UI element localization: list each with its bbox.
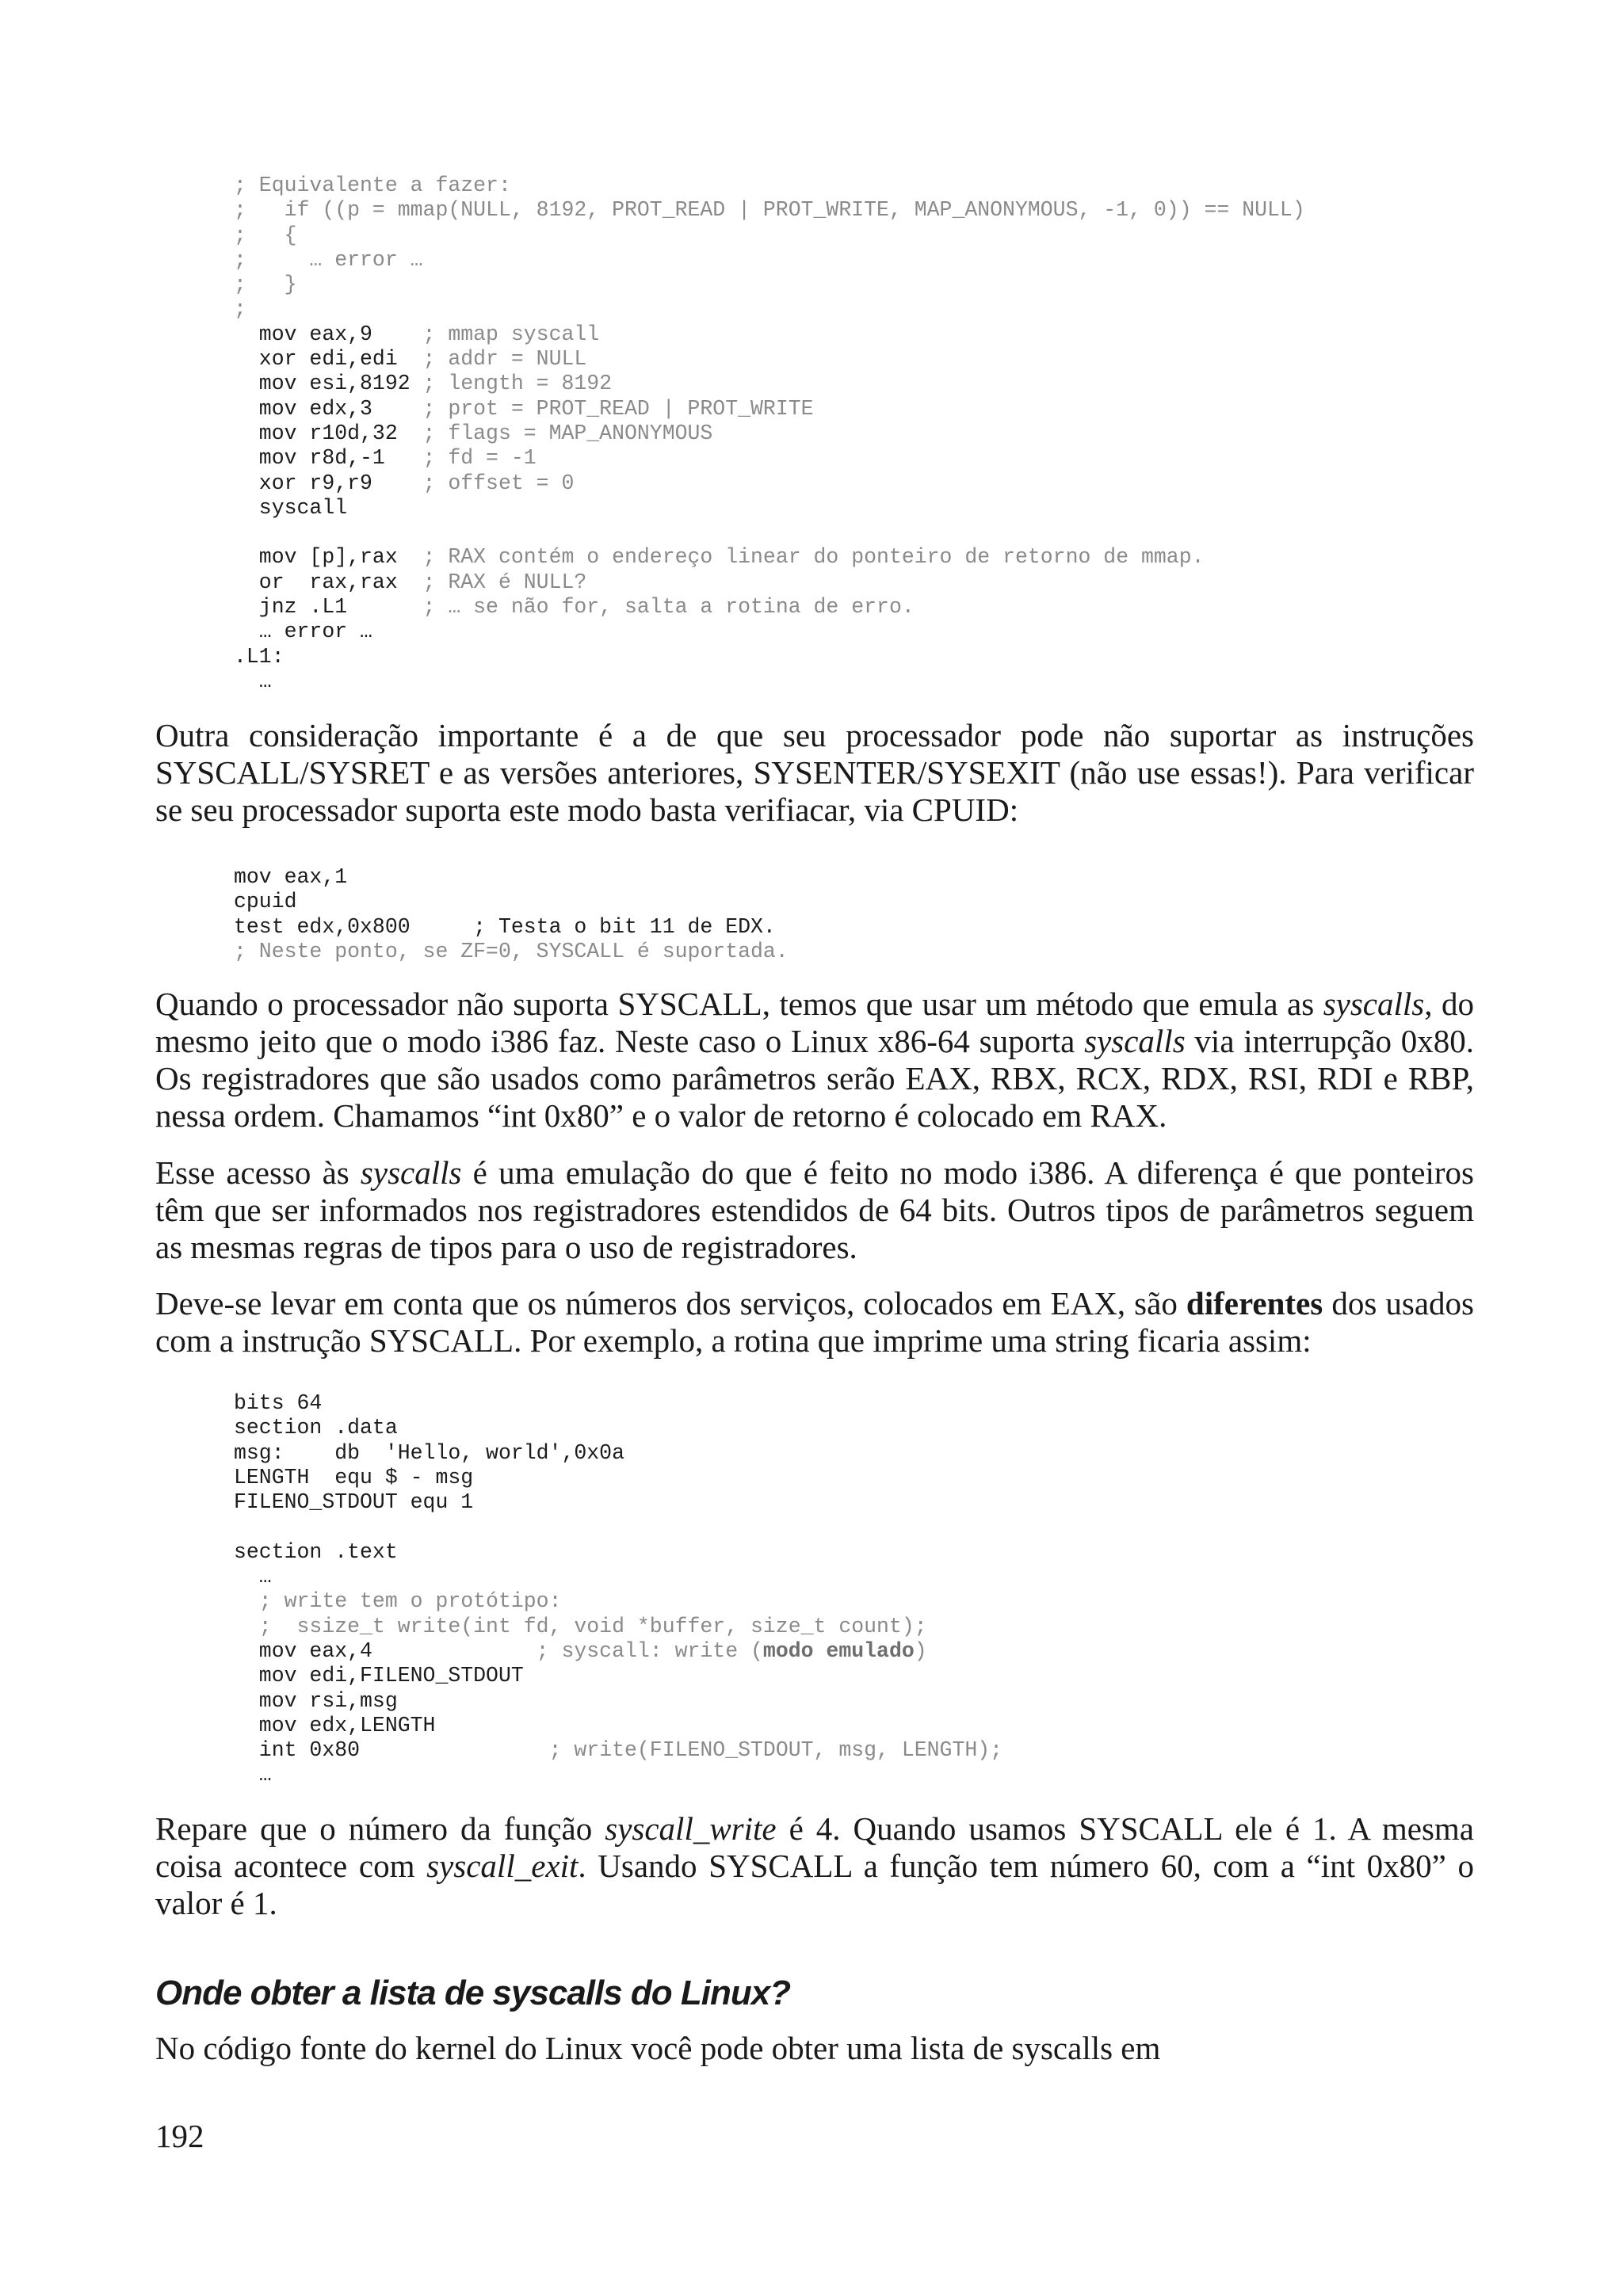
code-text: syscall [234, 495, 348, 520]
text-span: . Usando SYSCALL a função tem número 60, com a “int 0x80” o valor é 1. [155, 1848, 1474, 1921]
code-text: … error … [234, 620, 372, 644]
code-line [234, 347, 1305, 372]
code-line [234, 645, 1305, 669]
code-line [234, 496, 1305, 521]
code-comment: ; fd = -1 [422, 446, 537, 471]
code-line [234, 198, 1305, 223]
code-comment: ; … se não for, salta a rotina de erro. [422, 595, 915, 620]
code-comment: ; length = 8192 [422, 372, 613, 396]
paragraph-syscall-support: Outra consideração importante é a de que seu processador pode não suportar as instruções SYSCALL/SYSRET e as versões anteriores, SYSENTER/SYSEXIT (não use essas!). Para verificar se seu processador suporta este modo basta verifiacar, via CPUID: [155, 717, 1474, 828]
paragraph-kernel-source: No código fonte do kernel do Linux você pode obter uma lista de syscalls em [155, 2030, 1161, 2066]
code-line [234, 1689, 1002, 1714]
code-line [234, 1515, 1002, 1539]
code-line [234, 421, 1305, 446]
text-span: , do mesmo jeito que o modo i386 faz. Neste caso o Linux x86-64 suporta [155, 986, 1474, 1059]
code-text: mov eax,1 [234, 865, 348, 889]
text-span: via interrupção 0x80. Os registradores que são usados como parâmetros serão EAX, RBX, RCX, RDX, RSI, RDI e RBP, nessa ordem. Chamamos “int 0x80” e o valor de retorno é colocado em RAX. [155, 1023, 1474, 1134]
code-text: msg: db 'Hello, world',0x0a [234, 1440, 624, 1465]
code-line [234, 865, 789, 890]
code-text: xor edi,edi [234, 347, 423, 372]
code-line [234, 1589, 1002, 1614]
code-line [234, 1738, 1002, 1763]
code-block-hello-world [234, 1391, 1002, 1788]
text-span: é uma emulação do que é feito no modo i386. A diferença é que ponteiros têm que ser informados nos registradores estendidos de 64 bits. Outros tipos de parâmetros seguem as mesmas regras de tipos para o uso de registradores. [155, 1154, 1474, 1265]
code-text: test edx,0x800 ; Testa o bit 11 de EDX. [234, 914, 776, 939]
emphasis-syscall-exit: syscall_exit [426, 1848, 579, 1884]
text-span: é 4. Quando usamos SYSCALL ele é 1. A mesma coisa acontece com [155, 1810, 1474, 1884]
code-line [234, 1490, 1002, 1515]
code-text: section .text [234, 1539, 398, 1564]
code-comment: ; ssize_t write(int fd, void *buffer, size_t count); [234, 1614, 927, 1638]
code-comment: ; RAX é NULL? [422, 570, 587, 594]
code-text: LENGTH equ $ - msg [234, 1465, 474, 1489]
code-text: .L1: [234, 644, 285, 669]
code-line [234, 397, 1305, 421]
code-comment: ; [234, 297, 246, 322]
section-heading: Onde obter a lista de syscalls do Linux? [155, 1974, 791, 2012]
code-line [234, 1615, 1002, 1639]
code-line [234, 223, 1305, 248]
code-comment: ; Equivalente a fazer: [234, 174, 511, 197]
code-line [234, 322, 1305, 347]
code-comment: ; prot = PROT_READ | PROT_WRITE [422, 396, 814, 421]
code-line [234, 545, 1305, 570]
code-text: … [234, 669, 272, 693]
code-line [234, 1391, 1002, 1416]
code-comment: ; Neste ponto, se ZF=0, SYSCALL é suportada. [234, 939, 789, 963]
code-line [234, 1441, 1002, 1466]
code-text: mov edi,FILENO_STDOUT [234, 1664, 524, 1688]
paragraph-syscall-access [155, 1154, 1474, 1266]
code-text: mov esi,8192 [234, 372, 423, 396]
code-comment: ; … error … [234, 247, 423, 272]
code-comment: ; { [234, 223, 297, 247]
code-text: FILENO_STDOUT equ 1 [234, 1490, 474, 1515]
paragraph-syscall-emulation [155, 986, 1474, 1135]
code-comment: ) [914, 1638, 927, 1663]
code-text: mov edx,LENGTH [234, 1713, 436, 1737]
code-comment: ; write(FILENO_STDOUT, msg, LENGTH); [548, 1738, 1003, 1763]
code-line [234, 471, 1305, 496]
code-comment: ; mmap syscall [422, 322, 600, 346]
code-text: mov rsi,msg [234, 1688, 398, 1713]
code-text: xor r9,r9 [234, 471, 423, 495]
code-line [234, 1565, 1002, 1589]
code-line [234, 1714, 1002, 1738]
code-text: mov eax,9 [234, 322, 423, 346]
code-comment: ; RAX contém o endereço linear do ponteiro de retorno de mmap. [422, 545, 1205, 570]
emphasis-syscalls: syscalls [1323, 986, 1425, 1022]
code-line [234, 273, 1305, 297]
code-line [234, 890, 789, 914]
code-line [234, 1540, 1002, 1565]
code-comment: ; flags = MAP_ANONYMOUS [422, 421, 713, 445]
text-span: Quando o processador não suporta SYSCALL, temos que usar um método que emula as [155, 986, 1323, 1022]
page-number: 192 [155, 2118, 204, 2154]
code-line [234, 915, 789, 940]
code-line [234, 1639, 1002, 1664]
code-comment: ; write tem o protótipo: [234, 1589, 562, 1614]
code-comment: ; } [234, 273, 297, 297]
code-line [234, 1416, 1002, 1440]
code-block-mmap [234, 174, 1305, 694]
code-line [234, 1763, 1002, 1787]
text-span: Repare que o número da função [155, 1810, 605, 1847]
code-text: … [234, 1763, 272, 1787]
code-text: mov r10d,32 [234, 421, 423, 445]
code-line [234, 1466, 1002, 1490]
code-line [234, 669, 1305, 694]
paragraph-service-numbers [155, 1285, 1474, 1360]
code-comment: ; offset = 0 [422, 471, 575, 495]
code-text: jnz .L1 [234, 595, 423, 620]
emphasis-syscalls: syscalls [360, 1154, 462, 1191]
code-comment: ; addr = NULL [422, 347, 587, 372]
code-text: mov [p],rax [234, 545, 423, 570]
code-comment: ; syscall: write ( [536, 1638, 763, 1663]
strong-diferentes: diferentes [1186, 1285, 1323, 1322]
emphasis-syscalls: syscalls [1084, 1023, 1186, 1059]
paragraph-function-numbers [155, 1810, 1474, 1922]
code-text: section .data [234, 1416, 398, 1440]
code-line [234, 595, 1305, 620]
text-span: Esse acesso às [155, 1154, 361, 1191]
code-line [234, 297, 1305, 322]
code-line [234, 521, 1305, 545]
code-line [234, 174, 1305, 198]
code-text: mov r8d,-1 [234, 446, 423, 471]
code-line [234, 248, 1305, 273]
code-text: mov eax,4 [234, 1638, 537, 1663]
code-line [234, 1664, 1002, 1688]
code-text: int 0x80 [234, 1738, 549, 1763]
code-line [234, 940, 789, 964]
code-line [234, 372, 1305, 396]
text-span: Deve-se levar em conta que os números dos serviços, colocados em EAX, são [155, 1285, 1186, 1322]
code-text: or rax,rax [234, 570, 423, 594]
code-comment: modo emulado [762, 1638, 915, 1663]
code-line [234, 446, 1305, 471]
code-block-cpuid [234, 865, 789, 964]
code-text: … [234, 1565, 272, 1589]
code-text: mov edx,3 [234, 396, 423, 421]
code-comment: ; if ((p = mmap(NULL, 8192, PROT_READ | PROT_WRITE, MAP_ANONYMOUS, -1, 0)) == NULL) [234, 198, 1305, 223]
text-span: dos usados com a instrução SYSCALL. Por exemplo, a rotina que imprime uma string ficaria assim: [155, 1285, 1474, 1359]
code-line [234, 570, 1305, 595]
code-text: cpuid [234, 890, 297, 914]
emphasis-syscall-write: syscall_write [605, 1810, 777, 1847]
code-text: bits 64 [234, 1391, 323, 1415]
code-line [234, 620, 1305, 644]
